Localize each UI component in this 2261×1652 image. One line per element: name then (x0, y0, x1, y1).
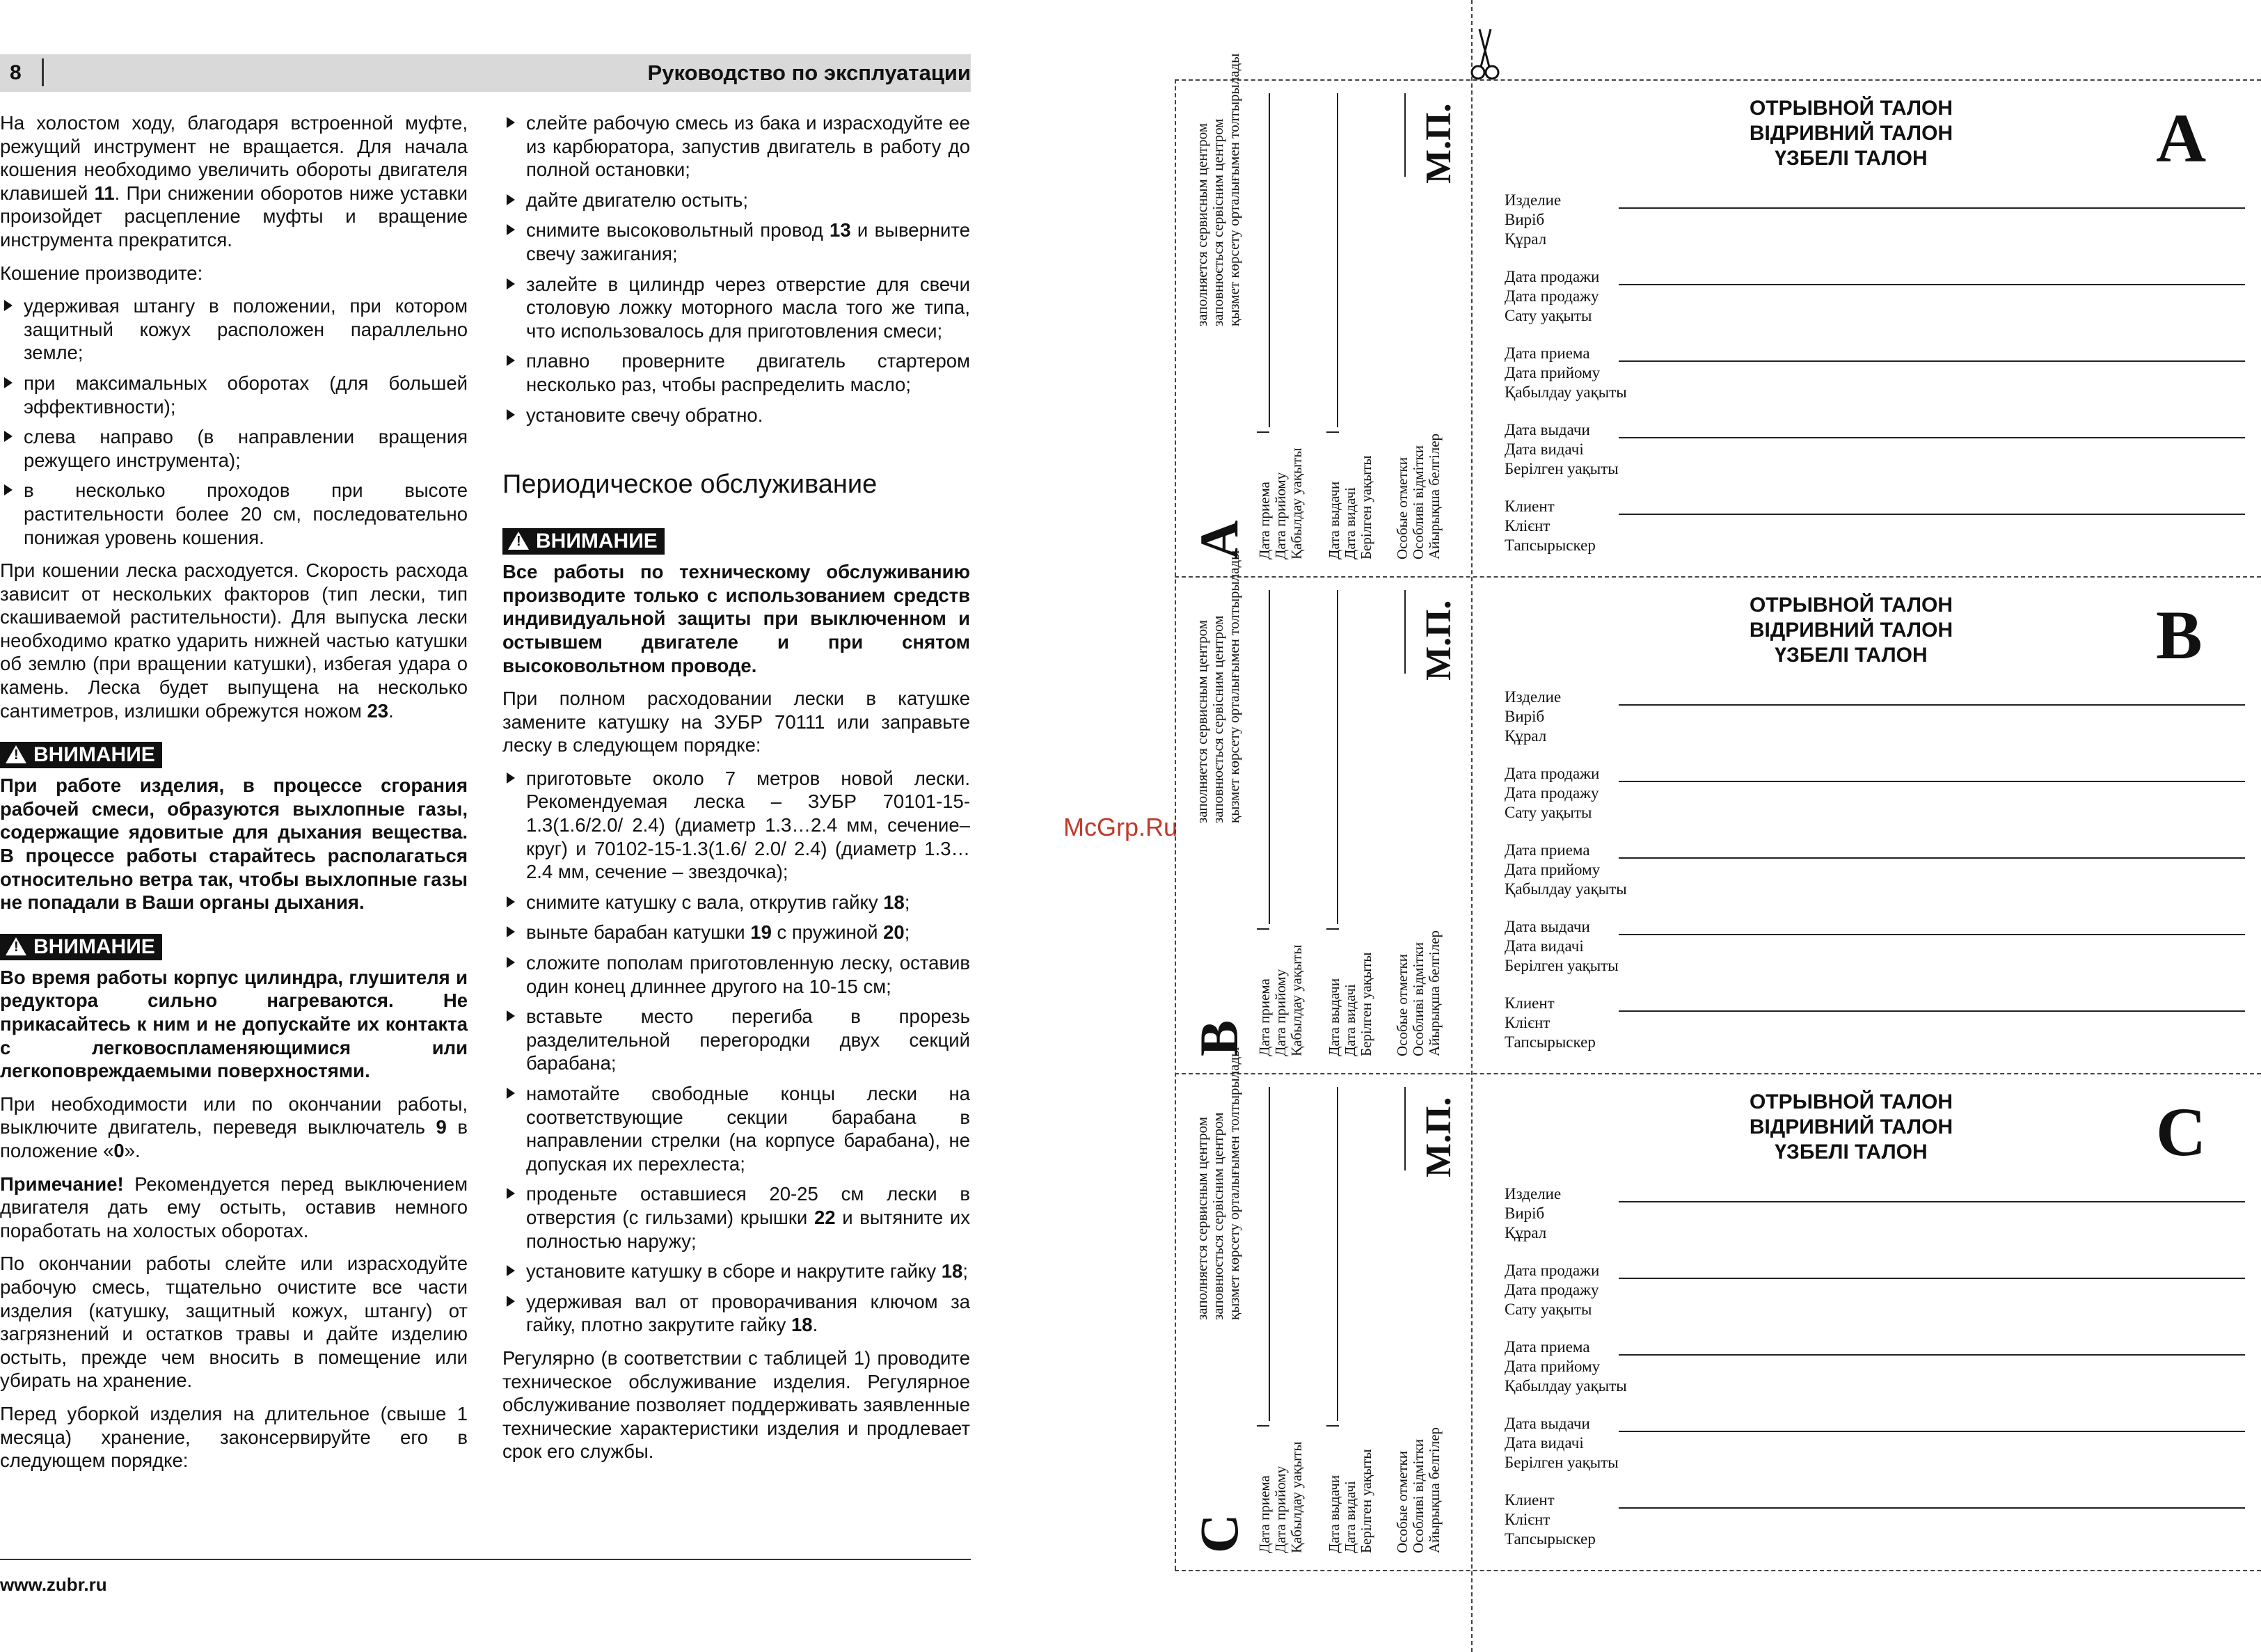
note: Примечание! Рекомендуется перед выключением двигателя дать ему остыть, оставив немного поработать на холостых оборотах. (0, 1173, 468, 1241)
text-column-right (502, 111, 970, 1473)
ticket-field-label (1505, 994, 1596, 1052)
cut-line (1175, 576, 2261, 578)
ticket-field-label (1505, 1261, 1599, 1319)
scissors-icon (1470, 26, 1500, 82)
stub-fill-note: заполняется сервисным центром заповнюється сервісним центром қызмет көрсету орталығымен толтырылады (1193, 53, 1242, 326)
field-label-line: Дата продажи (1505, 1262, 1600, 1279)
cut-line (1175, 1073, 2261, 1074)
field-label-line: Тапсырыскер (1505, 537, 1596, 554)
warning-icon: ! (508, 532, 529, 550)
field-label-line: Дата продажи (1505, 765, 1600, 782)
warning-text: При работе изделия, в процессе сгорания рабочей смеси, образуются выхлопные газы, содержащие ядовитые для дыхания вещества. В процессе работы старайтесь располагаться относительно ветра так, чтобы выхлопные газы не попадали в Ваши органы дыхания. (0, 775, 468, 914)
ticket-letter: C (2156, 1093, 2207, 1170)
list-item: намотайте свободные концы лески на соответствующие секции барабана в направлении стрелки (на корпусе барабана), не допуская их перехлеста; (502, 1082, 970, 1175)
stub-stamp-label: М.П. (1419, 1097, 1459, 1177)
paragraph: При полном расходовании лески в катушке замените катушку на ЗУБР 70111 или заправьте леску в следующем порядке: (502, 688, 970, 756)
fill-line (1619, 1201, 2245, 1202)
field-label-line: Дата продажи (1505, 268, 1600, 285)
paragraph: При необходимости или по окончании работы, выключите двигатель, переведя выключатель 9 в положение «0». (0, 1093, 468, 1161)
fill-line (1619, 437, 2245, 438)
stub-line (1269, 1087, 1270, 1421)
stub-line (1404, 93, 1406, 177)
fill-line (1619, 781, 2245, 782)
fill-line (1619, 857, 2245, 859)
field-label-line: Сату уақыты (1505, 307, 1592, 324)
field-label-line: Қабылдау уақыты (1505, 1377, 1627, 1395)
ticket-field-label (1505, 267, 1599, 326)
field-label-line: Тапсырыскер (1505, 1530, 1596, 1548)
fill-line (1619, 514, 2245, 515)
stub-line (1269, 93, 1270, 427)
list-item: дайте двигателю остыть; (502, 189, 970, 212)
paragraph: При кошении леска расходуется. Скорость расхода зависит от нескольких факторов (тип лески, тип скашиваемой растительности). Для выпуска лески необходимо кратко ударить нижней частью катушки об землю (при вращении катушки), избегая удара о камень. Леска будет выпущена на несколько сантиметров, излишки обрежутся ножом 23. (0, 559, 468, 722)
stub-tick (1326, 431, 1339, 433)
ticket-title-line: ОТРЫВНОЙ ТАЛОН (1749, 1090, 1953, 1113)
field-label-line: Клиент (1505, 498, 1555, 515)
field-label-line: Клієнт (1505, 1511, 1550, 1528)
field-label-line: Құрал (1505, 727, 1547, 745)
section-title: Периодическое обслуживание (502, 470, 878, 500)
fill-line (1619, 207, 2245, 209)
field-label-line: Қабылдау уақыты (1505, 880, 1627, 898)
list-item: снимите высоковольтный провод 13 и выверните свечу зажигания; (502, 219, 970, 265)
field-label-line: Виріб (1505, 1205, 1545, 1222)
ticket-title-line: ҮЗБЕЛІ ТАЛОН (1775, 644, 1928, 667)
field-label-line: Құрал (1505, 230, 1547, 248)
footer-divider (0, 1559, 971, 1560)
stub-line (1337, 1087, 1338, 1421)
text-column-left (0, 111, 468, 1482)
paragraph: По окончании работы слейте или израсходуйте рабочую смесь, тщательно очистите все части изделия (катушку, защитный кожух, штангу) от загрязнений и остатков травы и дайте изделию остыть, прежде чем вносить в помещение или убирать на хранение. (0, 1253, 468, 1392)
stub-fill-note: заполняется сервисным центром заповнюється сервісним центром қызмет көрсету орталығымен толтырылады (1193, 550, 1242, 823)
field-label-line: Тапсырыскер (1505, 1033, 1596, 1051)
fill-line (1619, 1354, 2245, 1356)
stub-stamp-label: М.П. (1419, 103, 1459, 184)
ticket-field-label (1505, 688, 1561, 746)
ticket-field-label (1505, 1337, 1627, 1396)
ticket-field-label (1505, 344, 1627, 402)
list-item: в несколько проходов при высоте растительности более 20 см, последовательно понижая уровень кошения. (0, 479, 468, 549)
field-label-line: Дата прийому (1505, 861, 1601, 878)
stub-line (1337, 93, 1338, 427)
stub-tick (1257, 928, 1269, 930)
watermark: McGrp.Ru (1063, 813, 1178, 841)
stub-field-group: Дата приема Дата прийому Қабылдау уақыты (1256, 1441, 1305, 1553)
stub-stamp-label: М.П. (1419, 600, 1459, 681)
field-label-line: Дата видачі (1505, 440, 1584, 458)
cut-line (1175, 1570, 2261, 1571)
stub-line (1404, 1087, 1406, 1170)
fill-line (1619, 1278, 2245, 1279)
ticket-field-label (1505, 497, 1596, 555)
ticket-field-label (1505, 841, 1627, 899)
cut-line (1175, 79, 1176, 1570)
page-title: Руководство по эксплуатации (647, 61, 971, 85)
ticket-title-line: ОТРЫВНОЙ ТАЛОН (1749, 594, 1953, 617)
fill-line (1619, 934, 2245, 935)
ticket-field-label (1505, 917, 1619, 976)
paragraph: Кошение производите: (0, 262, 203, 284)
warning-badge: ! ВНИМАНИЕ (0, 934, 162, 960)
bullet-list (502, 767, 970, 1337)
warning-text: Все работы по техническому обслуживанию производите только с использованием средств индивидуальной защиты при выключенном и остывшем двигателе и при снятом высоковольтном проводе. (502, 561, 970, 676)
fill-line (1619, 284, 2245, 285)
list-item: сложите пополам приготовленную леску, оставив один конец длиннее другого на 10-15 см; (502, 951, 970, 998)
header-divider (42, 58, 44, 86)
field-label-line: Дата приема (1505, 841, 1590, 859)
ticket-title-line: ҮЗБЕЛІ ТАЛОН (1775, 147, 1928, 170)
fill-line (1619, 704, 2245, 706)
bullet-list (0, 294, 468, 549)
ticket-title-line: ВІДРИВНИЙ ТАЛОН (1749, 619, 1953, 642)
list-item: удерживая вал от проворачивания ключом за гайку, плотно закрутите гайку 18. (502, 1290, 970, 1337)
ticket-title (1642, 96, 2060, 171)
field-label-line: Клиент (1505, 994, 1555, 1012)
stub-fill-note: заполняется сервисным центром заповнюється сервісним центром қызмет көрсету орталығымен толтырылады (1193, 1047, 1242, 1320)
stub-tick (1326, 1425, 1339, 1427)
stub-letter: A (1189, 520, 1249, 559)
stub-field-group: Дата выдачи Дата видачі Берілген уақыты (1326, 1449, 1374, 1553)
field-label-line: Дата продажу (1505, 1281, 1599, 1298)
stub-line (1337, 590, 1338, 924)
field-label-line: Сату уақыты (1505, 1301, 1592, 1318)
field-label-line: Берілген уақыты (1505, 1454, 1619, 1471)
field-label-line: Виріб (1505, 708, 1545, 725)
field-label-line: Клієнт (1505, 517, 1550, 534)
field-label-line: Берілген уақыты (1505, 460, 1619, 477)
list-item: плавно проверните двигатель стартером несколько раз, чтобы распределить масло; (502, 349, 970, 396)
stub-letter: B (1189, 1019, 1249, 1056)
fill-line (1619, 360, 2245, 362)
warning-icon: ! (6, 745, 26, 763)
cut-line (1471, 0, 1473, 1652)
stub-field-group: Дата выдачи Дата видачі Берілген уақыты (1326, 455, 1374, 559)
ticket-field-label (1505, 191, 1561, 249)
field-label-line: Дата прийому (1505, 364, 1601, 381)
ticket-title (1642, 593, 2060, 668)
stub-line (1269, 590, 1270, 924)
warning-icon: ! (6, 937, 26, 955)
list-item: удерживая штангу в положении, при котором защитный кожух расположен параллельно земле; (0, 294, 468, 365)
field-label-line: Дата продажу (1505, 784, 1599, 802)
field-label-line: Дата прийому (1505, 1358, 1601, 1375)
ticket-field-label (1505, 1184, 1561, 1243)
field-label-line: Дата выдачи (1505, 421, 1590, 438)
stub-field-group: Дата приема Дата прийому Қабылдау уақыты (1256, 944, 1305, 1056)
list-item: слева направо (в направлении вращения режущего инструмента); (0, 425, 468, 472)
ticket-field-label (1505, 1414, 1619, 1472)
ticket-title (1642, 1090, 2060, 1165)
field-label-line: Дата видачі (1505, 937, 1584, 955)
field-label-line: Дата приема (1505, 1338, 1590, 1356)
paragraph: На холостом ходу, благодаря встроенной муфте, режущий инструмент не вращается. Для начала кошения необходимо увеличить обороты двигателя клавишей 11. При снижении оборотов ниже уставки произойдет расцепление муфты и вращение инструмента прекратится. (0, 112, 468, 251)
field-label-line: Виріб (1505, 211, 1545, 228)
stub-tick (1257, 1425, 1269, 1427)
field-label-line: Құрал (1505, 1224, 1547, 1241)
ticket-title-line: ВІДРИВНИЙ ТАЛОН (1749, 1115, 1953, 1138)
field-label-line: Изделие (1505, 688, 1562, 706)
bullet-list (502, 111, 970, 427)
stub-letter: C (1189, 1514, 1249, 1553)
fill-line (1619, 1010, 2245, 1012)
ticket-letter: A (2156, 100, 2207, 177)
list-item: вставьте место перегиба в прорезь разделительной перегородки двух секций барабана; (502, 1005, 970, 1075)
list-item: выньте барабан катушки 19 с пружиной 20; (502, 921, 970, 944)
stub-tick (1326, 928, 1339, 930)
field-label-line: Дата приема (1505, 344, 1590, 362)
ticket-title-line: ВІДРИВНИЙ ТАЛОН (1749, 122, 1953, 145)
stub-field-group: Дата приема Дата прийому Қабылдау уақыты (1256, 447, 1305, 559)
paragraph: Перед уборкой изделия на длительное (свыше 1 месяца) хранение, законсервируйте его в следующем порядке: (0, 1402, 468, 1472)
ticket-field-label (1505, 764, 1599, 823)
field-label-line: Сату уақыты (1505, 804, 1592, 821)
paragraph: Регулярно (в соответствии с таблицей 1) проводите техническое обслуживание изделия. Регулярное обслуживание позволяет поддерживать заявленные технические характеристики изделия и продлевает срок его службы. (502, 1347, 970, 1463)
list-item: приготовьте около 7 метров новой лески. Рекомендуемая леска – ЗУБР 70101-15-1.3(1.6/2.0/ 2.4) (диаметр 1.3…2.4 мм, сечение–круг) и 70102-15-1.3(1.6/ 2.0/ 2.4) (диаметр 1.3…2.4 мм, сечение – звездочка); (502, 767, 970, 884)
stub-field-group: Дата выдачи Дата видачі Берілген уақыты (1326, 952, 1374, 1056)
ticket-title-line: ҮЗБЕЛІ ТАЛОН (1775, 1141, 1928, 1163)
footer-url[interactable]: www.zubr.ru (0, 1574, 107, 1595)
ticket-letter: B (2156, 596, 2203, 674)
field-label-line: Изделие (1505, 1185, 1562, 1202)
list-item: при максимальных оборотах (для большей эффективности); (0, 372, 468, 418)
ticket-field-label (1505, 420, 1619, 479)
ticket-field-label (1505, 1491, 1596, 1549)
field-label-line: Изделие (1505, 191, 1562, 209)
fill-line (1619, 1507, 2245, 1509)
list-item: установите свечу обратно. (502, 404, 970, 427)
field-label-line: Берілген уақыты (1505, 957, 1619, 974)
field-label-line: Дата выдачи (1505, 918, 1590, 935)
warning-text: Во время работы корпус цилиндра, глушителя и редуктора сильно нагреваются. Не прикасайтесь к ним и не допускайте их контакта с легковоспламеняющимися или легкоповреждаемыми поверхностями. (0, 966, 468, 1082)
list-item: снимите катушку с вала, открутив гайку 18; (502, 891, 970, 914)
stub-tick (1257, 431, 1269, 433)
field-label-line: Дата видачі (1505, 1434, 1584, 1452)
field-label-line: Клієнт (1505, 1014, 1550, 1031)
field-label-line: Қабылдау уақыты (1505, 383, 1627, 401)
warning-badge: ! ВНИМАНИЕ (0, 742, 162, 768)
ticket-title-line: ОТРЫВНОЙ ТАЛОН (1749, 97, 1953, 120)
list-item: слейте рабочую смесь из бака и израсходуйте ее из карбюратора, запустив двигатель в работу до полной остановки; (502, 111, 970, 182)
page-number: 8 (10, 61, 22, 84)
list-item: залейте в цилиндр через отверстие для свечи столовую ложку моторного масла того же типа, что использовалось для приготовления смеси; (502, 273, 970, 343)
stub-field-group: Особые отметки Особливі відмітки Айырықша белгілер (1394, 1427, 1443, 1553)
field-label-line: Клиент (1505, 1491, 1555, 1509)
warning-badge: ! ВНИМАНИЕ (502, 528, 665, 555)
cut-line (1175, 79, 2261, 81)
field-label-line: Дата продажу (1505, 287, 1599, 305)
list-item: проденьте оставшиеся 20-25 см лески в отверстия (с гильзами) крышки 22 и вытяните их полностью наружу; (502, 1182, 970, 1253)
stub-line (1404, 590, 1406, 674)
field-label-line: Дата выдачи (1505, 1415, 1590, 1432)
fill-line (1619, 1431, 2245, 1432)
stub-field-group: Особые отметки Особливі відмітки Айырықша белгілер (1394, 930, 1443, 1056)
stub-field-group: Особые отметки Особливі відмітки Айырықша белгілер (1394, 433, 1443, 559)
list-item: установите катушку в сборе и накрутите гайку 18; (502, 1260, 970, 1283)
